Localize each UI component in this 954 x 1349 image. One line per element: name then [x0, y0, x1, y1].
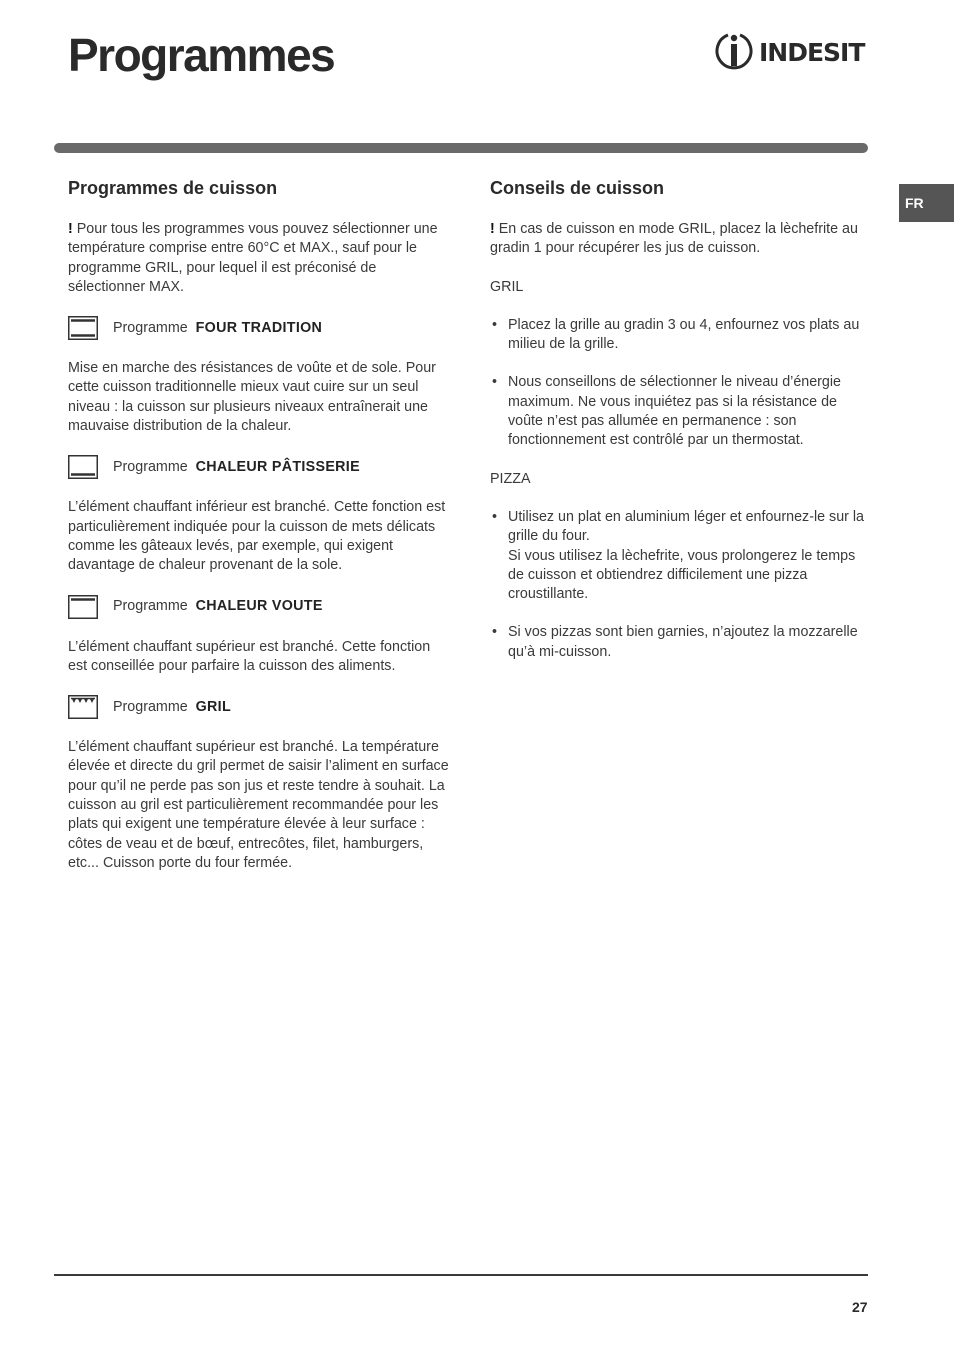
cooking-tips-column: [490, 176, 866, 681]
program-label: Programme GRIL: [113, 698, 231, 715]
program-description: L’élément chauffant supérieur est branché. Cette fonction est conseillée pour parfaire la cuisson des aliments.: [68, 638, 431, 674]
program-label: Programme FOUR TRADITION: [113, 319, 323, 336]
pizza-section-label: PIZZA: [490, 470, 531, 487]
cooking-programs-column: [68, 176, 450, 892]
gril-tips-list: [490, 316, 866, 451]
oven-bottom-heat-icon: [68, 455, 98, 479]
gril-section-label: GRIL: [490, 278, 524, 295]
warning-mark: !: [490, 221, 495, 237]
brand-name: INDESIT: [759, 37, 865, 67]
page-number: 27: [852, 1299, 868, 1315]
program-chaleur-voute: [68, 595, 450, 619]
oven-grill-icon: [68, 695, 98, 719]
cooking-tips-heading: Conseils de cuisson: [490, 178, 665, 198]
brand-logo: [714, 30, 864, 74]
list-item: • Nous conseillons de sélectionner le niveau d’énergie maximum. Ne vous inquiétez pas si la résistance de voûte n’est pas allumée en permanence : son fonctionnement est contrôlé par un thermostat.: [490, 373, 866, 450]
warning-mark: !: [68, 221, 73, 237]
header-divider: [54, 143, 868, 153]
list-item: • Si vos pizzas sont bien garnies, n’ajoutez la mozzarelle qu’à mi-cuisson.: [490, 623, 866, 662]
footer-divider: [54, 1274, 868, 1276]
program-chaleur-patisserie: [68, 455, 450, 479]
list-item: • Utilisez un plat en aluminium léger et enfournez-le sur la grille du four. Si vous utilisez la lèchefrite, vous prolongerez le temps de cuisson et obtiendrez difficilement une pizza croustillante.: [490, 508, 866, 604]
language-tab: FR: [899, 184, 954, 222]
program-label: Programme CHALEUR VOUTE: [113, 597, 323, 614]
program-four-tradition: [68, 316, 450, 340]
program-label: Programme CHALEUR PÂTISSERIE: [113, 458, 360, 475]
cooking-programs-heading: Programmes de cuisson: [68, 178, 278, 198]
oven-top-heat-icon: [68, 595, 98, 619]
pizza-tips-list: [490, 508, 866, 662]
indesit-logo-icon: [714, 30, 754, 74]
programs-intro: ! Pour tous les programmes vous pouvez sélectionner une température comprise entre 60°C et MAX., sauf pour le programme GRIL, pour lequel il est préconisé de sélectionner MAX.: [68, 221, 438, 295]
tips-intro: ! En cas de cuisson en mode GRIL, placez la lèchefrite au gradin 1 pour récupérer les jus de cuisson.: [490, 221, 858, 257]
page-title: Programmes: [68, 29, 335, 81]
program-description: L’élément chauffant inférieur est branché. Cette fonction est particulièrement indiquée pour la cuisson de mets délicats comme les gâteaux levés, par exemple, qui exigent davantage de chaleur provenant de la sole.: [68, 499, 446, 574]
list-item: • Placez la grille au gradin 3 ou 4, enfournez vos plats au milieu de la grille.: [490, 316, 866, 355]
program-description: L’élément chauffant supérieur est branché. La température élevée et directe du gril permet de saisir l’aliment en surface pour qu’il ne perde pas son jus et reste tendre à souhait. La cuisson au gril est particulièrement recommandée pour les plats qui exigent une température élevée à leur surface : côtes de veau et de bœuf, entrecôtes, filet, hamburgers, etc... Cuisson porte du four fermée.: [68, 739, 449, 871]
program-gril: [68, 695, 450, 719]
oven-both-heat-icon: [68, 316, 98, 340]
program-description: Mise en marche des résistances de voûte et de sole. Pour cette cuisson traditionnelle mieux vaut cuire sur un seul niveau : la cuisson sur plusieurs niveaux entraînerait une mauvaise distribution de la chaleur.: [68, 360, 436, 435]
